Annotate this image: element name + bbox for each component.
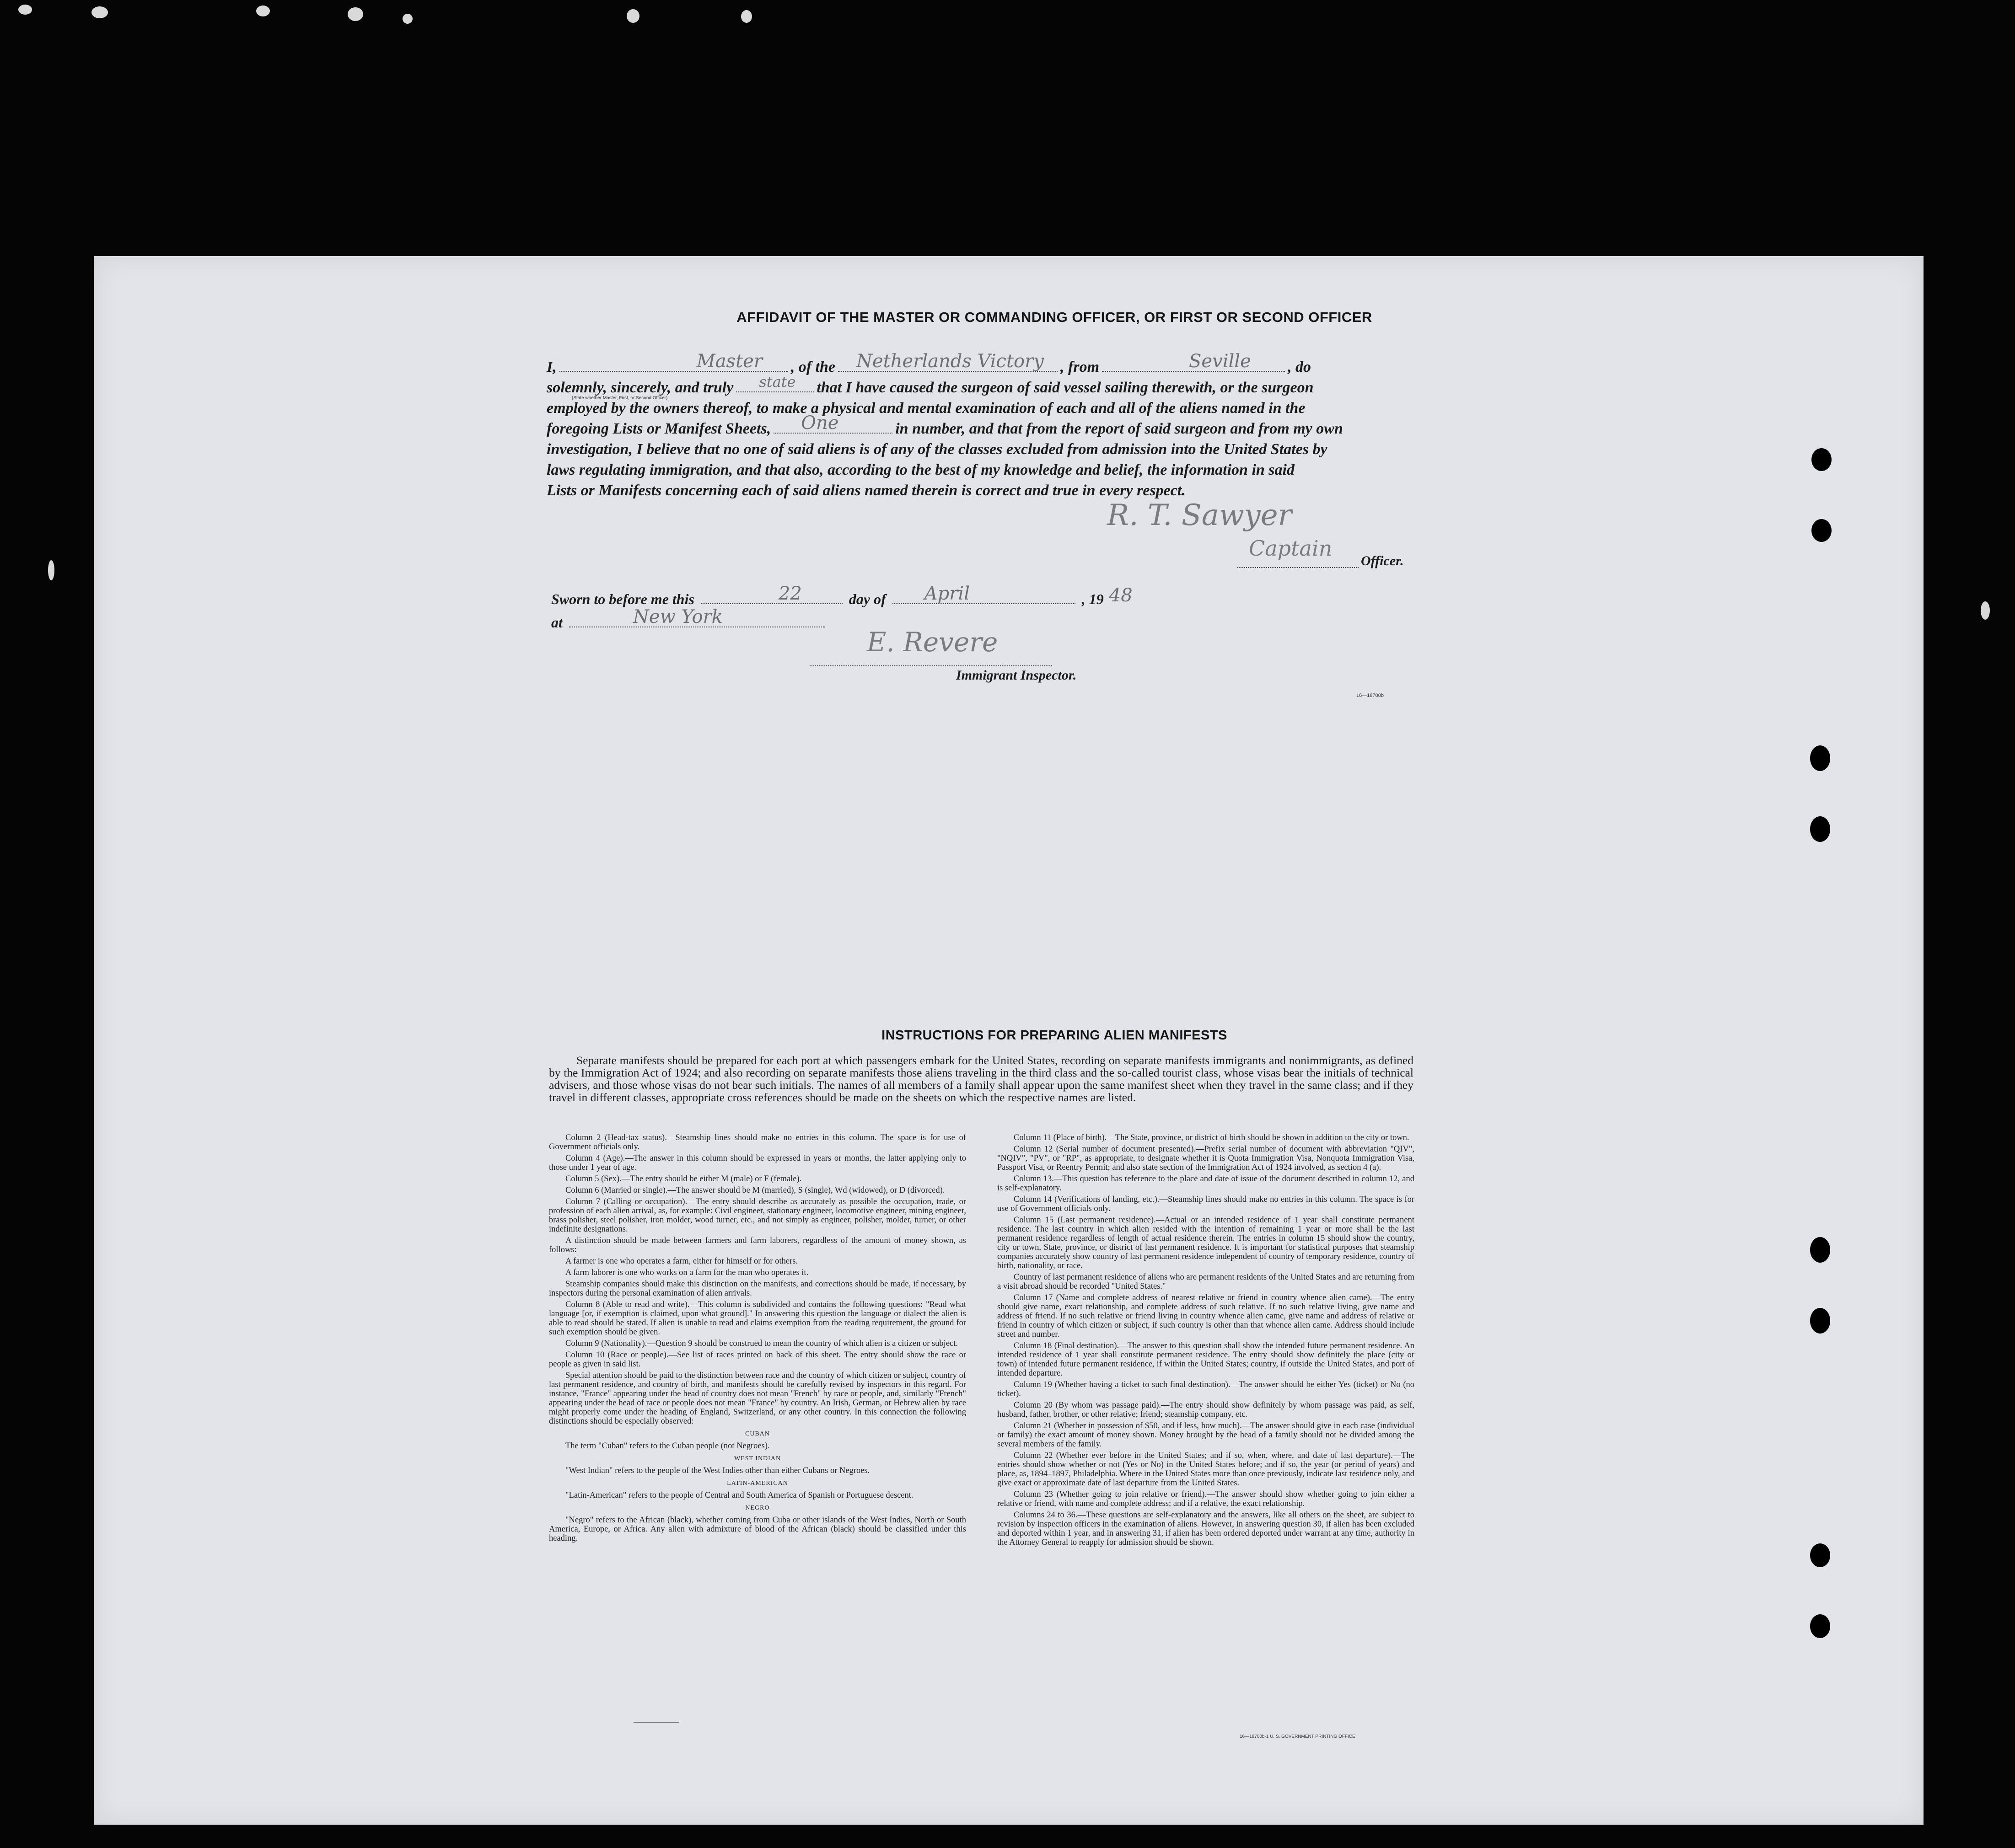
instruction-paragraph: A farm laborer is one who works on a farm for the man who operates it.	[565, 1268, 809, 1277]
count-field	[774, 412, 892, 434]
affidavit-line-5	[547, 439, 1416, 460]
instruction-paragraph: "Latin-American" refers to the people of Central and South America of Spanish or Portuguese descent.	[565, 1491, 913, 1500]
instructions-left-column	[549, 1133, 966, 1737]
port-field	[1102, 351, 1285, 372]
officer-label: Officer.	[1361, 553, 1404, 568]
affidavit-line-7	[547, 480, 1416, 501]
affidavit-line-6	[547, 460, 1416, 480]
day-field	[701, 583, 843, 604]
punch-hole	[1811, 519, 1832, 542]
scan-speck	[91, 6, 108, 18]
heading-negro: NEGRO	[745, 1505, 770, 1511]
affidavit-text: laws regulating immigration, and that also, according to the best of my knowledge and belief, the information in said	[547, 461, 1295, 478]
affidavit-line-3	[547, 398, 1416, 418]
sworn-text: , 19	[1081, 591, 1104, 607]
instruction-paragraph: Column 2 (Head-tax status).—Steamship lines should make no entries in this column. The space is for use of Government officials only.	[549, 1133, 966, 1152]
officer-title: Captain	[1249, 536, 1333, 561]
instruction-paragraph: Column 8 (Able to read and write).—This column is subdivided and contains the following questions: "Read what language [or, if exemption is claimed, upon what ground]." In answering this question the language or dialect the alien is able to read should be stated. If alien is unable to read and claims exemption from the reading requirement, the ground for such exemption should be given.	[549, 1300, 966, 1337]
affidavit-text: , from	[1060, 359, 1100, 375]
instructions-right-column	[997, 1133, 1414, 1737]
inspector-label: Immigrant Inspector.	[956, 668, 1077, 683]
rank-note: (State whether Master, First, or Second Officer)	[572, 396, 668, 401]
affidavit-text: solemnly, sincerely, and truly	[547, 379, 734, 396]
inspector-signature: E. Revere	[867, 627, 998, 658]
affidavit-line-2	[547, 373, 1416, 398]
sworn-line	[551, 583, 1133, 609]
handwritten-count: One	[801, 412, 839, 434]
scan-speck	[48, 560, 54, 580]
instruction-paragraph: Column 4 (Age).—The answer in this column should be expressed in years or months, the latter applying only to those under 1 year of age.	[549, 1154, 966, 1172]
heading-west-indian: WEST INDIAN	[734, 1455, 781, 1462]
instruction-paragraph: Column 7 (Calling or occupation).—The entry should describe as accurately as possible the occupation, trade, or profession of each alien arrival, as, for example: Civil engineer, stationary engineer, locomotive engineer, mining engineer, brass polisher, steel polisher, iron molder, wood turner, etc., and not simply as engineer, polisher, molder, turner, or other indefinite designations.	[549, 1197, 966, 1234]
instructions-title: INSTRUCTIONS FOR PREPARING ALIEN MANIFESTS	[881, 1028, 1227, 1043]
officer-signature: R. T. Sawyer	[1107, 498, 1292, 532]
instruction-paragraph: Column 14 (Verifications of landing, etc.).—Steamship lines should make no entries in this column. The space is for use of Government officials only.	[997, 1195, 1414, 1213]
divider-mark	[634, 1722, 679, 1723]
instruction-paragraph: Columns 24 to 36.—These questions are self-explanatory and the answers, like all others on the sheet, are subject to revision by inspection officers in the examination of aliens. However, in answering question 30, if alien has been excluded and deported within 1 year, and in answering 31, if alien has been ordered deported under warrant at any time, authority in the Attorney General to reapply for admission should be shown.	[997, 1511, 1414, 1547]
punch-hole	[1810, 1308, 1830, 1334]
handwritten-rank: Master	[696, 351, 763, 372]
affidavit-text: employed by the owners thereof, to make a physical and mental examination of each and all of the aliens named in the	[547, 400, 1306, 417]
instruction-paragraph: Column 13.—This question has reference to the place and date of issue of the document described in column 12, and is self-explanatory.	[997, 1174, 1414, 1193]
punch-hole	[1810, 1543, 1830, 1567]
heading-latin-american: LATIN-AMERICAN	[727, 1480, 788, 1487]
instruction-paragraph: "West Indian" refers to the people of the West Indies other than either Cubans or Negroes.	[565, 1466, 870, 1475]
instruction-paragraph: Column 11 (Place of birth).—The State, province, or district of birth should be shown in addition to the city or town.	[1014, 1133, 1409, 1142]
place-field	[569, 606, 825, 627]
punch-hole	[1810, 745, 1830, 771]
place-line	[551, 606, 828, 631]
sworn-text: day of	[849, 591, 886, 607]
affidavit-text: I,	[547, 359, 557, 375]
instruction-paragraph: A distinction should be made between farmers and farm laborers, regardless of the amount of money shown, as follows:	[549, 1236, 966, 1254]
scan-speck	[256, 5, 270, 16]
form-number: 16—18700b	[1356, 693, 1384, 698]
officer-title-line	[1237, 567, 1359, 568]
instruction-paragraph: Column 17 (Name and complete address of nearest relative or friend in country whence alien came).—The entry should give name, exact relationship, and complete address of such relative. If no such relative living, give name and address of friend. If no such relative or friend living in country whence alien came, give name and address of relative or friend in country of which citizen or subject, if such country is other than that whence alien came. Address should include street and number.	[997, 1293, 1414, 1339]
instruction-paragraph: Column 15 (Last permanent residence).—Actual or an intended residence of 1 year shall constitute permanent residence. The last country in which alien resided with the intention of remaining 1 year or more shall be the last permanent residence regardless of length of actual residence therein. The entries in column 15 should show the country, city or town, State, province, or district of last permanent residence. It is important for statistical purposes that steamship companies accurately show country of last permanent residence independent of country of temporary residence, country of birth, nationality, or race.	[997, 1216, 1414, 1270]
affidavit-title: AFFIDAVIT OF THE MASTER OR COMMANDING OFFICER, OR FIRST OR SECOND OFFICER	[736, 309, 1372, 325]
handwritten-month: April	[924, 583, 970, 604]
instruction-paragraph: Column 21 (Whether in possession of $50, and if less, how much).—The answer should give in each case (individual or family) the exact amount of money shown. Money brought by the head of a family should not be divided among the several members of the family.	[997, 1421, 1414, 1449]
handwritten-vessel: Netherlands Victory	[856, 351, 1044, 372]
scan-speck	[741, 10, 752, 23]
rank-field	[559, 351, 788, 372]
scan-speck	[18, 5, 32, 15]
punch-hole	[1810, 816, 1830, 842]
instructions-intro: Separate manifests should be prepared for each port at which passengers embark for the United States, recording on separate manifests immigrants and nonimmigrants, as defined by the Immigration Act of 1924; and also recording on separate manifests those aliens traveling in the third class and the so-called tourist class, whose visas bear the initials of technical advisers, and those whose visas do not bear such initials. The names of all members of a family shall appear upon the same manifest sheet when they travel in the same class; and if they travel in different classes, appropriate cross references should be made on the sheets on which the respective names are listed.	[549, 1054, 1413, 1104]
instruction-paragraph: Steamship companies should make this distinction on the manifests, and corrections should be made, if necessary, by inspectors during the personal examination of alien arrivals.	[549, 1280, 966, 1298]
at-label: at	[551, 614, 563, 631]
instruction-paragraph: A farmer is one who operates a farm, either for himself or for others.	[565, 1257, 798, 1266]
instruction-paragraph: Column 5 (Sex).—The entry should be either M (male) or F (female).	[565, 1174, 802, 1184]
affidavit-text: foregoing Lists or Manifest Sheets,	[547, 420, 771, 437]
instruction-paragraph: Column 22 (Whether ever before in the United States; and if so, when, where, and date of last departure).—The entries should show whether or not (Yes or No) in the United States before; and if so, the year (or period of years) and place, as, 1894–1897, Philadelphia. Where in the United States more than once previously, indicate last residence only, and give exact or approximate date of last departure from the United States.	[997, 1451, 1414, 1488]
instruction-paragraph: Column 12 (Serial number of document presented).—Prefix serial number of document with abbreviation "QIV", "NQIV", "PV", or "RP", as appropriate, to designate whether it is Quota Immigration Visa, Nonquota Immigration Visa, Passport Visa, or Reentry Permit; and also state section of the Immigration Act of 1924 involved, as section 4 (a).	[997, 1145, 1414, 1172]
affidavit-text: that I have caused the surgeon of said vessel sailing therewith, or the surgeon	[817, 379, 1314, 396]
heading-cuban: CUBAN	[745, 1430, 770, 1437]
affidavit-text: investigation, I believe that no one of said aliens is of any of the classes excluded from admission into the United States by	[547, 441, 1327, 458]
sworn-text: Sworn to before me this	[551, 591, 694, 607]
manifest-sheet	[94, 256, 1924, 1825]
instruction-paragraph: Column 10 (Race or people).—See list of races printed on back of this sheet. The entry should show the race or people as given in said list.	[549, 1350, 966, 1369]
instruction-paragraph: Column 20 (By whom was passage paid).—The entry should show definitely by whom passage was paid, as self, husband, father, brother, or other relative; friend; steamship company, etc.	[997, 1401, 1414, 1419]
punch-hole	[1810, 1237, 1830, 1263]
vessel-field	[838, 351, 1058, 372]
scan-speck	[627, 9, 639, 23]
instruction-paragraph: Column 23 (Whether going to join relative or friend).—The answer should show whether going to join either a relative or friend, with name and complete address; and if a relative, the exact relationship.	[997, 1490, 1414, 1508]
printing-office-line: 16—18700b-1 U. S. GOVERNMENT PRINTING OFFICE	[1240, 1734, 1355, 1739]
handwritten-year: 48	[1109, 585, 1133, 606]
affidavit-text: , do	[1288, 359, 1311, 375]
instruction-paragraph: Column 18 (Final destination).—The answer to this question shall show the intended future permanent residence. An intended residence of 1 year shall constitute permanent residence. The entry should show definitely the place (city or town) of intended future permanent residence, if within the United States; country, if outside the United States, and port of intended departure.	[997, 1341, 1414, 1378]
affidavit-line-4	[547, 412, 1416, 439]
affidavit-text: , of the	[790, 359, 836, 375]
handwritten-state: state	[759, 373, 796, 391]
instruction-paragraph: Column 19 (Whether having a ticket to such final destination).—The answer should be either Yes (ticket) or No (no ticket).	[997, 1380, 1414, 1398]
handwritten-day: 22	[778, 583, 802, 604]
handwritten-port: Seville	[1189, 351, 1251, 372]
affidavit-text: Lists or Manifests concerning each of said aliens named therein is correct and true in every respect.	[547, 482, 1186, 499]
scan-speck	[403, 14, 413, 24]
scan-speck	[1981, 601, 1990, 620]
state-field	[736, 373, 814, 392]
affidavit-body	[547, 351, 1416, 501]
affidavit-line-1	[547, 351, 1416, 377]
instruction-paragraph: Column 9 (Nationality).—Question 9 should be construed to mean the country of which alien is a citizen or subject.	[565, 1339, 958, 1348]
punch-hole	[1810, 1614, 1830, 1638]
inspector-signature-line	[810, 665, 1052, 666]
handwritten-place: New York	[633, 606, 723, 627]
instruction-paragraph: Special attention should be paid to the distinction between race and the country of which citizen or subject, country of last permanent residence, and country of birth, and manifests should be carefully revised by inspectors in this regard. For instance, "France" appearing under the head of country does not mean "French" by race or people, and, similarly "French" appearing under the head of race or people does not mean "France" by country. An Irish, German, or Hebrew alien by race might properly come under the heading of England, Switzerland, or any other country. In this connection the following distinctions should be especially observed:	[549, 1371, 966, 1426]
instruction-paragraph: Country of last permanent residence of aliens who are permanent residents of the United States and are returning from a visit abroad should be recorded "United States."	[997, 1273, 1414, 1291]
scan-speck	[348, 7, 363, 21]
month-field	[892, 583, 1075, 604]
instruction-paragraph: Column 6 (Married or single).—The answer should be M (married), S (single), Wd (widowed), or D (divorced).	[565, 1186, 945, 1195]
punch-hole	[1811, 448, 1832, 471]
affidavit-text: in number, and that from the report of said surgeon and from my own	[895, 420, 1343, 437]
instruction-paragraph: "Negro" refers to the African (black), whether coming from Cuba or other islands of the West Indies, North or South America, Europe, or Africa. Any alien with admixture of blood of the African (black) should be classified under this heading.	[549, 1516, 966, 1543]
instruction-paragraph: The term "Cuban" refers to the Cuban people (not Negroes).	[565, 1441, 770, 1451]
